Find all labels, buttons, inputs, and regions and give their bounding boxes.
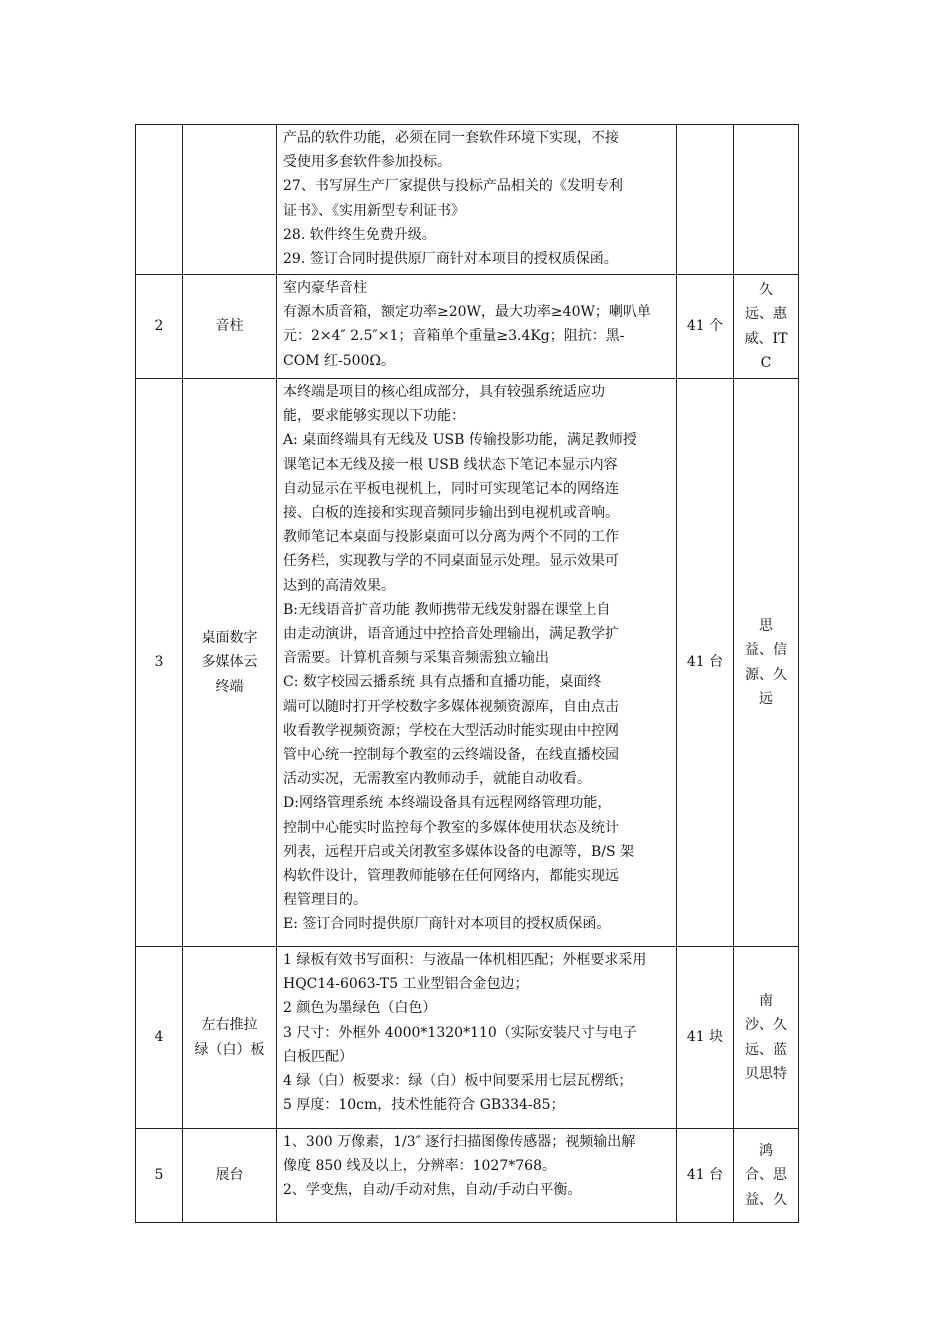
brand-line: 贝思特 — [745, 1065, 787, 1082]
brand-cell — [734, 947, 799, 1129]
spec-line: 1、300 万像素，1/3″ 逐行扫描图像传感器；视频输出解 — [283, 1134, 636, 1150]
spec-line: 产品的软件功能，必须在同一套软件环境下实现，不接 — [283, 130, 619, 146]
spec-line: 由走动演讲，语音通过中控拾音处理输出，满足教学扩 — [283, 626, 619, 643]
brand-line: 思 — [759, 618, 773, 635]
quantity: 41 台 — [686, 654, 724, 671]
spec-table — [135, 124, 799, 1223]
item-name-line: 音柱 — [215, 318, 244, 335]
spec-line: HQC14-6063-T5 工业型铝合金包边； — [283, 976, 529, 993]
spec-line: 2、学变焦，自动/手动对焦，自动/手动白平衡。 — [283, 1182, 582, 1199]
spec-line: 课笔记本无线及接一根 USB 线状态下笔记本显示内容 — [283, 456, 618, 473]
quantity-cell — [677, 125, 734, 275]
brand-cell — [734, 275, 799, 379]
spec-line: COM 红-500Ω。 — [283, 352, 396, 369]
spec-line: 2 颜色为墨绿色（白色） — [283, 1000, 437, 1017]
item-name-line: 绿（白）板 — [194, 1041, 265, 1058]
brand-line: 合、思 — [745, 1167, 787, 1184]
brand-line: 源、久 — [745, 666, 787, 683]
spec-line: 达到的高清效果。 — [283, 577, 395, 594]
item-name-cell — [183, 947, 277, 1129]
brand-line: 远 — [759, 690, 773, 707]
brand-cell — [734, 1129, 799, 1223]
table-row — [136, 947, 799, 1129]
spec-line: 28. 软件终生免费升级。 — [283, 226, 436, 243]
quantity-cell — [677, 947, 734, 1129]
spec-line: 像度 850 线及以上，分辨率：1027*768。 — [283, 1158, 556, 1175]
spec-line: 构软件设计，管理教师能够在任何网络内，都能实现远 — [283, 868, 619, 885]
item-name-line: 桌面数字 — [201, 630, 258, 647]
spec-line: 能，要求能够实现以下功能： — [283, 408, 465, 425]
spec-line: 元：2×4″ 2.5″×1；音箱单个重量≥3.4Kg；阻抗：黑- — [283, 328, 625, 345]
item-name-line: 展台 — [215, 1167, 244, 1184]
row-number-cell — [136, 947, 183, 1129]
row-number: 2 — [154, 318, 164, 335]
row-number: 5 — [154, 1167, 164, 1184]
quantity: 41 块 — [686, 1029, 724, 1046]
spec-line: 5 厚度：10cm，技术性能符合 GB334-85； — [283, 1097, 565, 1114]
spec-line: D:网络管理系统 本终端设备具有远程网络管理功能， — [283, 795, 612, 812]
spec-line: 程管理目的。 — [283, 892, 367, 909]
brand-line: 威、IT — [744, 330, 788, 347]
brand-line: 益、信 — [745, 642, 787, 659]
item-name-line: 终端 — [215, 678, 244, 695]
item-name-cell — [183, 379, 277, 947]
quantity: 41 台 — [686, 1167, 724, 1184]
spec-line: 端可以随时打开学校数字多媒体视频资源库，自由点击 — [283, 698, 619, 715]
spec-line: 音需要。计算机音频与采集音频需独立输出 — [283, 650, 549, 667]
spec-description-cell — [277, 947, 677, 1129]
spec-line: 自动显示在平板电视机上，同时可实现笔记本的网络连 — [283, 480, 619, 497]
spec-description-cell — [277, 275, 677, 379]
spec-line: 任务栏，实现教与学的不同桌面显示处理。显示效果可 — [283, 553, 619, 570]
table-row — [136, 125, 799, 275]
item-name-line: 左右推拉 — [201, 1017, 258, 1034]
table-row — [136, 379, 799, 947]
spec-line: B:无线语音扩音功能 教师携带无线发射器在课堂上自 — [283, 601, 611, 618]
spec-line: 白板匹配） — [283, 1048, 353, 1065]
brand-line: 益、久 — [745, 1191, 787, 1208]
spec-line: 证书》、《实用新型专利证书》 — [283, 202, 465, 219]
brand-line: 远、蓝 — [745, 1041, 787, 1058]
row-number-cell — [136, 125, 183, 275]
table-body — [136, 125, 799, 1223]
table-row — [136, 275, 799, 379]
item-name-cell — [183, 1129, 277, 1223]
item-name-line: 多媒体云 — [201, 654, 258, 671]
quantity: 41 个 — [686, 318, 724, 335]
spec-description-cell — [277, 125, 677, 275]
spec-description-cell — [277, 1129, 677, 1223]
spec-line: 受使用多套软件参加投标。 — [283, 154, 451, 171]
spec-line: 管中心统一控制每个教室的云终端设备，在线直播校园 — [283, 747, 619, 764]
quantity-cell — [677, 1129, 734, 1223]
brand-line: 久 — [759, 282, 773, 299]
quantity-cell — [677, 379, 734, 947]
spec-line: 控制中心能实时监控每个教室的多媒体使用状态及统计 — [283, 819, 619, 836]
spec-line: 教师笔记本桌面与投影桌面可以分离为两个不同的工作 — [283, 529, 619, 546]
spec-line: A: 桌面终端具有无线及 USB 传输投影功能，满足教师授 — [283, 432, 637, 449]
spec-line: 3 尺寸：外框外 4000*1320*110（实际安装尺寸与电子 — [283, 1024, 637, 1041]
spec-line: 接、白板的连接和实现音频同步输出到电视机或音响。 — [283, 505, 619, 522]
spec-line: 29. 签订合同时提供原厂商针对本项目的授权质保函。 — [283, 251, 618, 268]
row-number-cell — [136, 1129, 183, 1223]
row-number: 3 — [154, 654, 164, 671]
table-row — [136, 1129, 799, 1223]
spec-line: 27、书写屏生产厂家提供与投标产品相关的《发明专利 — [283, 178, 623, 195]
spec-line: 4 绿（白）板要求：绿（白）板中间要采用七层瓦楞纸； — [283, 1073, 633, 1090]
brand-line: C — [760, 354, 772, 371]
brand-cell — [734, 379, 799, 947]
spec-line: 活动实况，无需教室内教师动手，就能自动收看。 — [283, 771, 591, 788]
row-number-cell — [136, 379, 183, 947]
spec-line: 收看教学视频资源；学校在大型活动时能实现由中控网 — [283, 722, 619, 739]
brand-line: 沙、久 — [745, 1017, 787, 1034]
spec-line: 列表，远程开启或关闭教室多媒体设备的电源等，B/S 架 — [283, 843, 635, 860]
spec-line: 本终端是项目的核心组成部分，具有较强系统适应功 — [283, 384, 605, 400]
row-number: 4 — [154, 1029, 164, 1046]
spec-line: C: 数字校园云播系统 具有点播和直播功能，桌面终 — [283, 674, 602, 691]
brand-cell — [734, 125, 799, 275]
spec-line: 室内豪华音柱 — [283, 280, 367, 296]
brand-line: 远、惠 — [745, 306, 787, 323]
brand-line: 南 — [759, 993, 773, 1010]
spec-line: E: 签订合同时提供原厂商针对本项目的授权质保函。 — [283, 916, 611, 933]
item-name-cell — [183, 275, 277, 379]
quantity-cell — [677, 275, 734, 379]
row-number-cell — [136, 275, 183, 379]
brand-line: 鸿 — [759, 1143, 773, 1160]
spec-line: 1 绿板有效书写面积：与液晶一体机相匹配；外框要求采用 — [283, 952, 647, 968]
spec-line: 有源木质音箱，额定功率≥20W，最大功率≥40W；喇叭单 — [283, 304, 651, 321]
spec-description-cell — [277, 379, 677, 947]
item-name-cell — [183, 125, 277, 275]
